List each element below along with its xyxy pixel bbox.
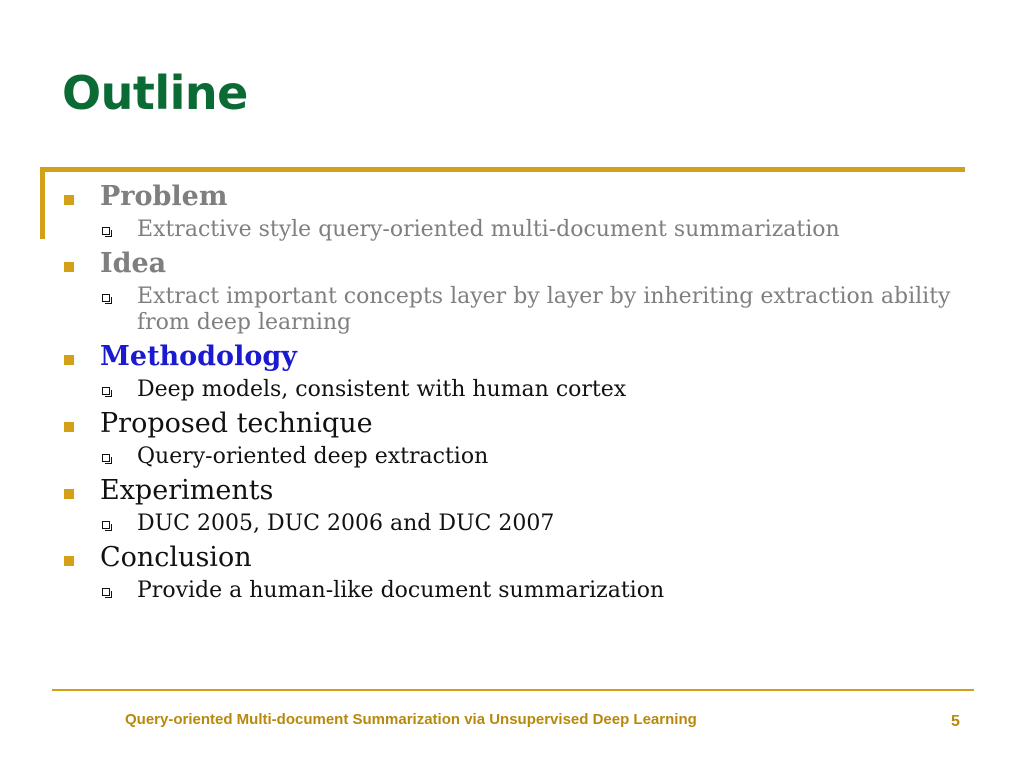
outline-subitem-problem: [60, 217, 960, 243]
outline-item-label: Problem: [100, 181, 228, 212]
outline-subitem-idea: [60, 284, 960, 336]
square-bullet-icon: [64, 355, 74, 365]
outline-item-methodology: [60, 340, 960, 377]
outline-item-label: Proposed technique: [100, 408, 373, 439]
outline-subitem-conclusion: [60, 578, 960, 604]
square-bullet-icon: [64, 422, 74, 432]
top-divider: [40, 167, 965, 172]
hollow-square-bullet-icon: [102, 294, 110, 302]
footer-title: Query-oriented Multi-document Summarization via Unsupervised Deep Learning: [125, 711, 697, 728]
left-accent-bar: [40, 167, 45, 239]
outline-item-problem: [60, 180, 960, 217]
hollow-square-bullet-icon: [102, 521, 110, 529]
outline-subitem-proposed-technique: [60, 444, 960, 470]
outline-item-label: Experiments: [100, 475, 274, 506]
outline-item-experiments: [60, 474, 960, 511]
square-bullet-icon: [64, 195, 74, 205]
outline-subitem-text: Deep models, consistent with human cortex: [137, 377, 627, 402]
outline-item-conclusion: [60, 541, 960, 578]
hollow-square-bullet-icon: [102, 588, 110, 596]
hollow-square-bullet-icon: [102, 387, 110, 395]
outline-subitem-text: Query-oriented deep extraction: [137, 444, 489, 469]
square-bullet-icon: [64, 489, 74, 499]
hollow-square-bullet-icon: [102, 227, 110, 235]
slide-title: Outline: [62, 66, 248, 120]
outline-subitem-methodology: [60, 377, 960, 403]
outline-item-label: Methodology: [100, 341, 297, 372]
outline-subitem-text: DUC 2005, DUC 2006 and DUC 2007: [137, 511, 555, 536]
outline-item-label: Conclusion: [100, 542, 252, 573]
outline-subitem-text: Provide a human-like document summarization: [137, 578, 665, 603]
outline-item-proposed-technique: [60, 407, 960, 444]
outline-item-label: Idea: [100, 248, 167, 279]
hollow-square-bullet-icon: [102, 454, 110, 462]
outline-item-idea: [60, 247, 960, 284]
outline-list: [60, 180, 960, 608]
square-bullet-icon: [64, 262, 74, 272]
outline-subitem-experiments: [60, 511, 960, 537]
square-bullet-icon: [64, 556, 74, 566]
footer-divider: [52, 689, 974, 691]
page-number: 5: [951, 713, 960, 730]
outline-subitem-text: Extractive style query-oriented multi-document summarization: [137, 217, 840, 242]
outline-subitem-text: Extract important concepts layer by layer by inheriting extraction ability from deep learning: [137, 284, 951, 335]
